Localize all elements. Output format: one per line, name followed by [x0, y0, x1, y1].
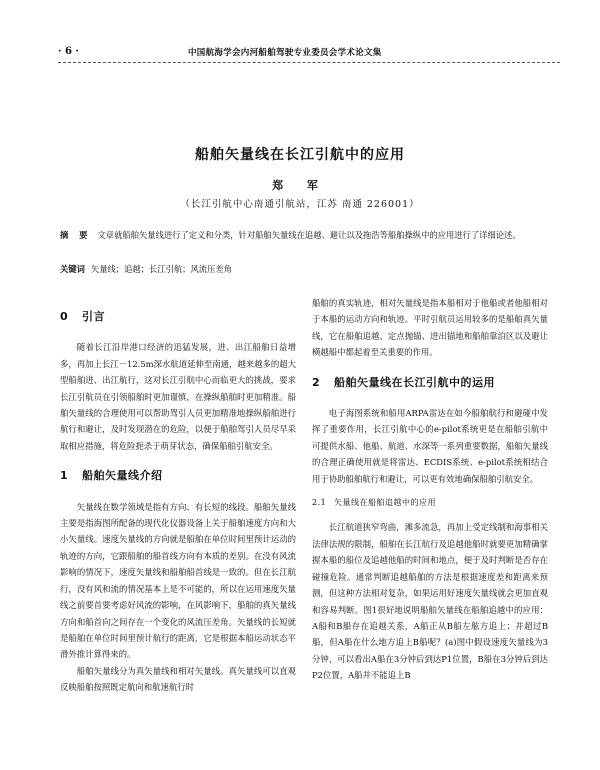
section-heading-introduction [60, 309, 296, 325]
affiliation: （长江引航中心南通引航站，江苏 南通 226001） [180, 199, 420, 210]
running-header [58, 46, 560, 60]
abstract [60, 228, 548, 243]
section-title: 船舶矢量线在长江引航中的运用 [334, 375, 495, 389]
section-heading-application [312, 375, 548, 391]
keywords [60, 262, 548, 277]
abstract-label: 摘 要 [60, 230, 92, 240]
abstract-text: 文章就船舶矢量线进行了定义和分类，针对船舶矢量线在追越、避让以及拖浩等船舶操纵中的应用进行了详细论述。 [97, 230, 521, 240]
header-rule [58, 62, 560, 63]
paragraph: 船舶的真实轨迹，相对矢量线是指本船相对于他船或者他船相对于本船的运动方向和轨迹。平时引航员运用较多的是船舶真矢量线，它在船舶追越、定点抛锚、进出锚地和船舶靠泊区以及避让横越船中都起着至关重要的作用。 [312, 298, 548, 358]
left-column [60, 295, 296, 696]
paragraph: 电子海图系统和船用ARPA雷达在如今船舶航行和避碰中发挥了重要作用，长江引航中心的e-pilot系统更是在船舶引航中可提供水船、他船、航道、水深等一系列重要数据，船舶矢量线的合理正确使用就是将雷达、ECDIS系统、e-pilot系统相结合用于协助船舶航行和避让，可以更有效地确保船舶引航安全。 [312, 408, 548, 484]
subsection-title: 矢量线在船舶追越中的应用 [334, 498, 436, 508]
page-number: · 6 · [58, 46, 79, 57]
subsection-number: 2.1 [312, 498, 327, 508]
section-title: 船舶矢量线介绍 [82, 469, 163, 483]
paper-title: 船舶矢量线在长江引航中的应用 [195, 147, 405, 163]
paragraph: 矢量线在数学领域是指有方向、有长短的线段。船舶矢量线主要是指海图所配备的现代化仪器设备上关于船舶速度方向和大小矢量线。速度矢量线的方向就是船舶在单位时间里预计运动的轨迹的方向，它跟船舶的船首线方向有本质的差别。在没有风流影响的情况下，速度矢量线和船舶船首线是一致的。但在长江航行，没有风和流的情况基本上是不可能的，所以在运用速度矢量线之前要首要考虑好风流的影响，在风影响下，船舶的真矢量线方向和船首向之间存在一个变化的风流压差角。矢量线的长短就是船舶在单位时间里预计航行的距离，它是根据本船运动状态平滑外推计算得来的。 [60, 501, 296, 660]
section-title: 引言 [82, 310, 105, 323]
keywords-label: 关键词 [60, 264, 85, 274]
keywords-text: 矢量线；追越；长江引航；风流压差角 [90, 264, 232, 274]
section-number: 0 [60, 310, 69, 323]
right-column [312, 295, 548, 684]
author: 郑 军 [272, 179, 328, 192]
subsection-heading-overtaking [312, 495, 548, 511]
paragraph: 长江航道狭窄弯曲，滩多流急，再加上受定线制和海事相关法律法规的限制，船舶在长江航行及追越他船时就要更加精确掌握本船的船位及追越他船的时间和地点，便于及时判断是否存在碰撞危险。通常判断追越船舶的方法是根据速度差和距离来预测，但这种方法相对复杂，如果运用好速度矢量线就会更加直观和容易判断。图1很好地说明船舶矢量线在船舶追越中的应用：A船和B船存在追越关系，A船正从B船左舷方追上；并超过B船，但A船在什么地方追上B船呢？(a)图中假设速度矢量线为3分钟，可以看出A船在3分钟后到达P1位置，B船在3分钟后到达P2位置，A船并不能追上B [312, 522, 548, 681]
running-head-title: 中国航海学会内河船舶驾驶专业委员会学术论文集 [188, 48, 382, 58]
section-heading-vector-intro [60, 468, 296, 484]
paragraph: 船舶矢量线分为真矢量线和相对矢量线。真矢量线可以直观反映船舶按照既定航向和航速航行时 [60, 665, 296, 693]
section-number: 2 [312, 375, 321, 389]
section-number: 1 [60, 469, 69, 483]
paragraph: 随着长江沿岸港口经济的迅猛发展，进、出江船舶日益增多，再加上长江－12.5m深水航道延伸至南通，越来越多的超大型船舶进、出江航行，这对长江引航中心而临更大的挑战，要求长江引航员在引领船舶时更加谨慎，在操纵船舶时更加精准。船舶矢量线的合理使用可以帮助驾引人员更加精准地操纵船舶进行航行和避让，及时发现潜在的危险，以便于船舶驾引人员尽早采取相应措施，将危险扼杀于萌芽状态，确保船舶引航安全。 [60, 342, 296, 451]
